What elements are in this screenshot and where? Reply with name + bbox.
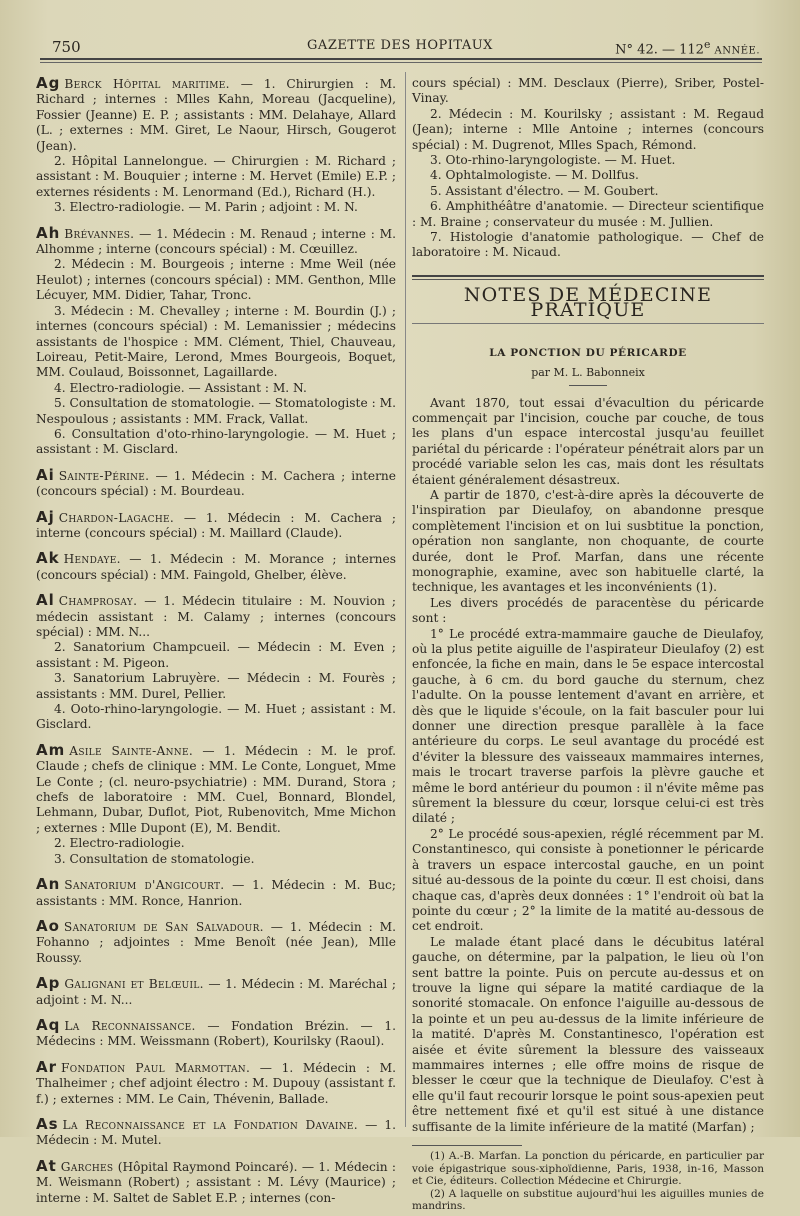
entry-text [36, 1015, 397, 1050]
article-paragraph: Avant 1870, tout essai d'évacultion du péricarde commençait par l'incision, couche par couche, de tous les plans d'un espace intercostal jusqu'au feuillet pariétal du péricarde : l'opérateur pénétrait alors par un procédé variable selon les cas, mais dont les résultats étaient généralement désastreux. [412, 395, 764, 487]
entry-subitem: 3. Electro-radiologie. — M. Parin ; adjoint : M. N. [54, 200, 358, 215]
header-rule [40, 58, 762, 60]
entry-hospital-name: Chardon-Lagache. [58, 510, 175, 525]
page-header [40, 36, 760, 58]
entry-staff: — 1. Médecin : M. Cachera ; interne (concours spécial) : M. Maillard (Claude). [36, 510, 396, 540]
column-divider [405, 72, 406, 1127]
entry-text [36, 877, 396, 909]
entry-staff: — 1. Médecin : M. Cachera ; interne (concours spécial) : M. Bourdeau. [36, 468, 396, 499]
entry-subitem: 2. Hôpital Lannelongue. — Chirurgien : M. Richard ; assistant : M. Bouquier ; interne : M. Hervet (Emile) E.P. ; externes résidents : M. Lenormand (Ed.), Richard (H.). [36, 154, 396, 199]
hospital-list-continued [412, 76, 764, 261]
hospital-subitem: cours spécial) : MM. Desclaux (Pierre), Sriber, Postel-Vinay. [412, 76, 764, 106]
hospital-subitem: 7. Histologie d'anatomie pathologique. — Chef de laboratoire : M. Nicaud. [412, 230, 764, 260]
footnotes [412, 1150, 764, 1213]
entry-staff: — 1. Médecin : M. Thalheimer ; chef adjoint électro : M. Dupouy (assistant f. f.) ; externes : MM. Le Cain, Thévenin, Ballade. [36, 1060, 396, 1106]
entry-text [36, 76, 396, 154]
entry-text [36, 1114, 396, 1149]
hospital-entry [36, 551, 396, 583]
entry-staff: — 1. Médecin : M. Fohanno ; adjointes : Mme Benoît (née Jean), Mlle Roussy. [36, 919, 396, 965]
hospital-entry [36, 465, 396, 500]
entry-hospital-name: La Reconnaissance et la Fondation Davaine. [62, 1117, 358, 1132]
hospital-subitem: 4. Ophtalmologiste. — M. Dollfus. [430, 168, 639, 183]
hospital-entry [36, 223, 396, 458]
hospital-entry [36, 916, 396, 966]
hospital-entry [36, 1114, 396, 1149]
entry-subitem: 3. Consultation de stomatologie. [54, 851, 255, 866]
title-divider [569, 385, 607, 386]
entry-staff: (Hôpital Raymond Poincaré). — 1. Médecin : M. Weismann (Robert) ; assistant : M. Lévy (Maurice) ; interne : M. Saltet de Sablet E.P. ; internes (con- [36, 1159, 396, 1205]
hospital-subitem: 6. Amphithéâtre d'anatomie. — Directeur scientifique : M. Braine ; conservateur du musée : M. Jullien. [412, 199, 764, 229]
section-rule [412, 275, 764, 277]
entry-text [36, 740, 396, 836]
entry-staff: — 1. Médecin : M. Renaud ; interne : M. Alhomme ; interne (concours spécial) : M. Cœuillez. [36, 226, 396, 257]
hospital-entry [36, 877, 396, 909]
article-paragraph: 2° Le procédé sous-apexien, réglé récemment par M. Constantinesco, qui consiste à ponetionner le péricarde à travers un espace intercostal gauche, en un point situé au-dessous de la pointe du cœur. Il est choisi, dans chaque cas, d'après deux données : 1° l'endroit où bat la pointe du cœur ; 2° la limite de la matité au-dessous de cet endroit. [412, 826, 764, 934]
entry-text [36, 465, 396, 500]
entry-subitem: 2. Sanatorium Champcueil. — Médecin : M. Even ; assistant : M. Pigeon. [36, 640, 396, 670]
entry-subitem: 4. Electro-radiologie. — Assistant : M. N. [54, 380, 307, 395]
entry-text [36, 593, 396, 640]
footnote: (1) A.-B. Marfan. La ponction du péricarde, en particulier par voie épigastrique sous-xiphoïdienne, Paris, 1938, in-16, Masson et Cie, éditeurs. Collection Médecine et Chirurgie. [412, 1150, 764, 1187]
entry-staff: — 1. Médecin : M. Morance ; internes (concours spécial) : MM. Faingold, Ghelber, élève. [36, 552, 396, 582]
entry-code: Ap [36, 974, 61, 993]
entry-text [36, 507, 396, 542]
article-paragraph: Le malade étant placé dans le décubitus latéral gauche, on détermine, par la palpation, le lieu où l'on sent battre la pointe. Puis on percute au-dessus et on trouve la ligne qui sépare la matité cardiaque de la sonorité stomacale. On enfonce l'aiguille au-dessous de la pointe et un peu au-dessus de la limite inférieure de la matité. D'après M. Constantinesco, l'opération est aisée et évite sûrement la blessure des vaisseaux mammaires internes ; elle offre moins de risque de blesser le cœur que la technique de Dieulafoy. C'est à elle qu'il faut recourir lorsque le point sous-apexien peut être nettement fixé et qu'il est situé à une distance suffisante de la limite inférieure de la matité (Marfan) ; [412, 934, 764, 1134]
hospital-entry [36, 1057, 396, 1107]
header-rule-thin [40, 62, 762, 63]
entry-hospital-name: Garches [60, 1159, 114, 1174]
hospital-entry [36, 740, 396, 867]
footnote-rule [412, 1145, 522, 1146]
journal-title: GAZETTE DES HOPITAUX [307, 38, 493, 53]
entry-code: Ao [36, 916, 60, 935]
right-column [412, 76, 764, 1213]
section-rule-thin [412, 279, 764, 280]
hospital-entry [36, 1015, 397, 1050]
entry-code: Al [36, 591, 55, 610]
entry-hospital-name: Hendaye. [63, 552, 121, 567]
hospital-entry [36, 1156, 396, 1206]
entry-subitem: 4. Ooto-rhino-laryngologie. — M. Huet ; assistant : M. Gisclard. [36, 702, 396, 732]
entry-staff: — 1. Médecin : M. Mutel. [36, 1117, 396, 1148]
hospital-entry [36, 76, 396, 216]
entry-staff: — Fondation Brézin. — 1. Médecins : MM. Weissmann (Robert), Kourilsky (Raoul). [36, 1018, 397, 1049]
hospital-entry [36, 507, 396, 542]
entry-staff: — 1. Chirurgien : M. Richard ; internes : Mlles Kahn, Moreau (Jacqueline), Fossier (Jeanne) E. P. ; assistants : MM. Delahaye, Allard (L. ; externes : MM. Giret, Le Naour, Hirsch, Gougerot (Jean). [36, 77, 396, 153]
entry-subitem: 3. Sanatorium Labruyère. — Médecin : M. Fourès ; assistants : MM. Durel, Pellier. [36, 671, 396, 701]
entry-code: Ag [36, 74, 61, 92]
entry-subitem: 2. Médecin : M. Bourgeois ; interne : Mme Weil (née Heulot) ; internes (concours spécial) : MM. Genthon, Mlle Lécuyer, MM. Didier, Tahar, Tronc. [36, 257, 396, 303]
entry-code: As [36, 1114, 59, 1133]
entry-text [36, 976, 396, 1008]
entry-hospital-name: Fondation Paul Marmottan. [61, 1060, 251, 1075]
entry-text [36, 1156, 396, 1206]
hospital-entry [36, 593, 396, 733]
entry-code: An [36, 875, 61, 894]
article-paragraph: A partir de 1870, c'est-à-dire après la découverte de l'inspiration par Dieulafoy, on abandonne presque complètement l'incision et on lui susbtitue la ponction, opération non sanglante, non choquante, de courte durée, dont le Prof. Marfan, dans une récente monographie, examine, avec son habituelle clarté, la technique, les avantages et les inconvénients (1). [412, 487, 764, 595]
section-title-rule [412, 323, 764, 324]
entry-code: Ai [36, 465, 55, 484]
entry-staff: — 1. Médecin : M. le prof. Claude ; chefs de clinique : MM. Le Conte, Longuet, Mme Le Conte ; (cl. neuro-psychiatrie) : MM. Durand, Stora ; chefs de laboratoire : MM. Cuel, Bonnard, Blondel, Lehmann, Dubar, Duflot, Piot, Rubenovitch, Mme Michon ; externes : Mlle Dupont (E), M. Bendit. [36, 743, 396, 835]
left-column [36, 76, 396, 1216]
article-author: par M. L. Babonneix [531, 366, 645, 380]
entry-code: Aq [36, 1015, 61, 1034]
entry-hospital-name: Champrosay. [58, 594, 138, 609]
section-title: NOTES DE MÉDECINE PRATIQUE [463, 283, 713, 322]
hospital-subitem: 2. Médecin : M. Kourilsky ; assistant : M. Regaud (Jean); interne : Mlle Antoine ; internes (concours spécial) : M. Dugrenot, Mlles Spach, Rémond. [412, 106, 764, 152]
entry-staff: — 1. Médecin : M. Maréchal ; adjoint : M. N... [36, 977, 396, 1007]
entry-code: Am [36, 740, 66, 759]
hospital-entry [36, 976, 396, 1008]
entry-text [36, 916, 396, 966]
entry-hospital-name: Galignani et Belœuil. [64, 977, 204, 992]
entry-hospital-name: Berck Hôpital maritime. [64, 77, 230, 91]
entry-staff: — 1. Médecin : M. Buc; assistants : MM. Ronce, Hanrion. [36, 878, 396, 908]
entry-hospital-name: La Reconnaissance. [64, 1018, 196, 1033]
entry-subitem: 2. Electro-radiologie. [54, 836, 185, 851]
entry-code: Ak [36, 549, 60, 568]
entry-text [36, 1057, 396, 1107]
entry-hospital-name: Sanatorium d'Angicourt. [64, 878, 225, 893]
entry-text [36, 223, 396, 258]
entry-subitem: 3. Médecin : M. Chevalley ; interne : M. Bourdin (J.) ; internes (concours spécial) : M. Lemanissier ; médecins assistants de l'hospice : MM. Clément, Thiel, Chauveau, Loireau, Petit-Maire, Lerond, Mmes Bourgeois, Boquet, MM. Coulaud, Boissonnet, Lagaillarde. [36, 303, 396, 380]
entry-subitem: 5. Consultation de stomatologie. — Stomatologiste : M. Nespoulous ; assistants : MM. Frack, Vallat. [36, 396, 396, 426]
entry-code: Aj [36, 507, 55, 526]
entry-code: At [36, 1156, 57, 1175]
article-paragraph: Les divers procédés de paracentèse du péricarde sont : [412, 595, 764, 626]
entry-staff: — 1. Médecin titulaire : M. Nouvion ; médecin assistant : M. Calamy ; internes (concours spécial) : MM. N... [36, 594, 396, 639]
article-body [412, 396, 764, 1136]
entry-code: Ar [36, 1057, 58, 1076]
footnote: (2) A laquelle on substitue aujourd'hui les aiguilles munies de mandrins. [412, 1187, 764, 1212]
entry-text [36, 551, 396, 583]
entry-hospital-name: Sanatorium de San Salvadour. [63, 919, 264, 934]
article-paragraph: 1° Le procédé extra-mammaire gauche de Dieulafoy, où la plus petite aiguille de l'aspirateur Dieulafoy (2) est enfoncée, la fiche en main, dans le 5e espace intercostal gauche, à 6 cm. du bord gauche du sternum, chez l'adulte. On la pousse lentement d'avant en arrière, et dès que le liquide s'écoule, on la fait basculer pour lui donner une direction presque parallèle à la face antérieure du corps. Le seul avantage du procédé est d'éviter la blessure des vaisseaux mammaires internes, mais le trocart traverse parfois la plèvre gauche et même le bord antérieur du poumon : il n'évite même pas sûrement la blessure du cœur, lorsque celui-ci est très dilaté ; [412, 626, 764, 826]
entry-hospital-name: Brévannes. [64, 226, 135, 241]
page-number: 750 [52, 38, 81, 56]
hospital-subitem: 3. Oto-rhino-laryngologiste. — M. Huet. [430, 153, 676, 168]
issue-info: N° 42. — 112e ANNÉE. [615, 38, 760, 58]
entry-hospital-name: Sainte-Périne. [58, 468, 150, 483]
hospital-subitem: 5. Assistant d'électro. — M. Goubert. [430, 183, 659, 198]
entry-hospital-name: Asile Sainte-Anne. [69, 743, 194, 758]
article-title: LA PONCTION DU PÉRICARDE [489, 346, 687, 359]
entry-code: Ah [36, 223, 61, 242]
entry-subitem: 6. Consultation d'oto-rhino-laryngologie. — M. Huet ; assistant : M. Gisclard. [36, 426, 396, 457]
